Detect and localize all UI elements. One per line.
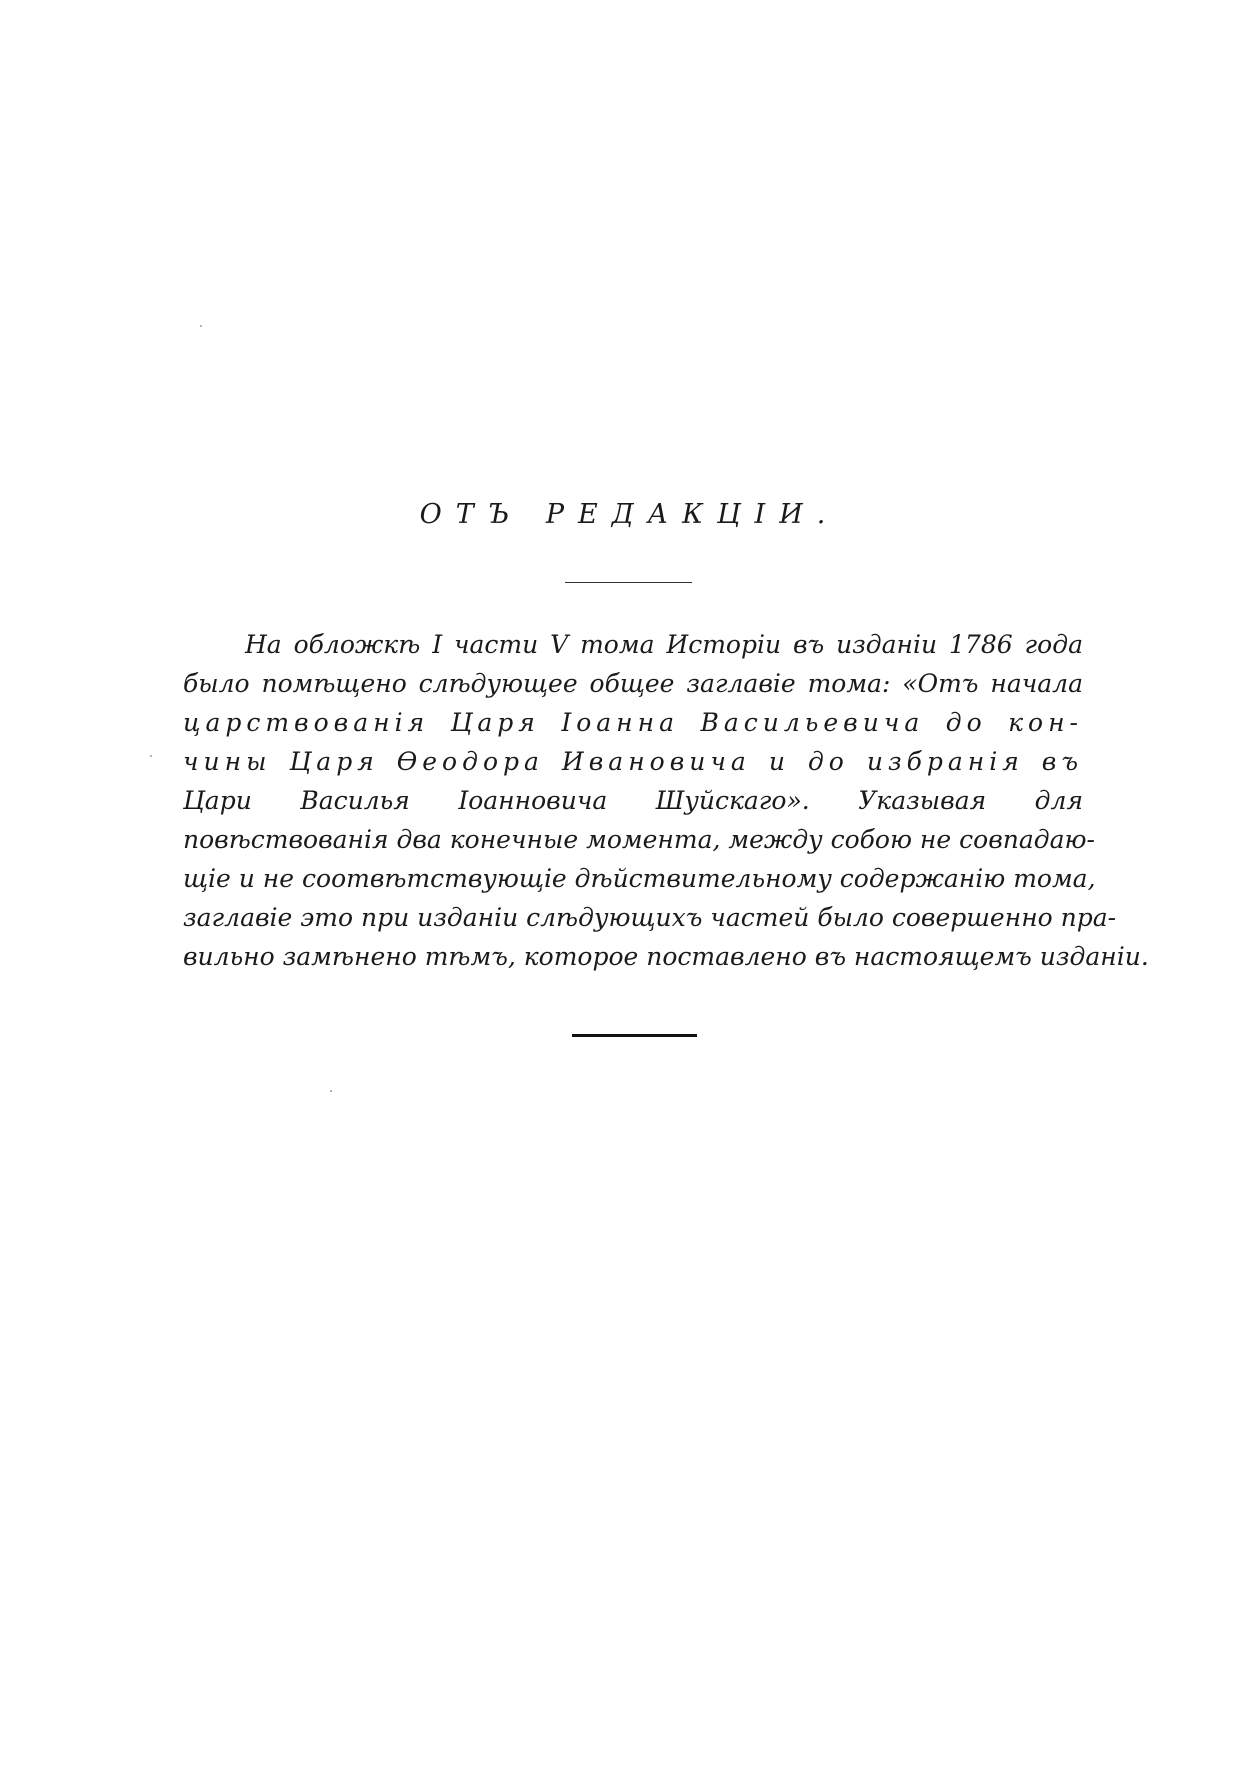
editorial-paragraph [183, 625, 1149, 976]
paragraph-line: царствованія Царя Іоанна Васильевича до кон- [183, 708, 1083, 737]
paragraph-line: повѣствованія два конечные момента, между собою не совпадаю- [183, 825, 1095, 854]
paragraph-line: На обложкѣ I части V тома Исторіи въ изданіи 1786 года [245, 630, 1083, 659]
paragraph-line: щіе и не соотвѣтствующіе дѣйствительному содержанію тома, [183, 864, 1096, 893]
heading-divider [565, 582, 692, 583]
closing-divider [572, 1034, 697, 1037]
scan-speck [330, 1090, 332, 1092]
paragraph-line: чины Царя Ѳеодора Ивановича и до избранія въ [183, 747, 1083, 776]
scan-speck [200, 325, 202, 327]
paragraph-line: заглавіе это при изданіи слѣдующихъ частей было совершенно пра- [183, 903, 1117, 932]
paragraph-line: было помѣщено слѣдующее общее заглавіе тома: «Отъ начала [183, 669, 1083, 698]
paragraph-line: Цари Василья Іоанновича Шуйскаго». Указывая для [183, 786, 1083, 815]
page-heading: ОТЪ РЕДАКЦІИ. [419, 499, 840, 530]
paragraph-line: вильно замѣнено тѣмъ, которое поставлено въ настоящемъ изданіи. [183, 942, 1149, 971]
scan-speck [150, 755, 152, 757]
